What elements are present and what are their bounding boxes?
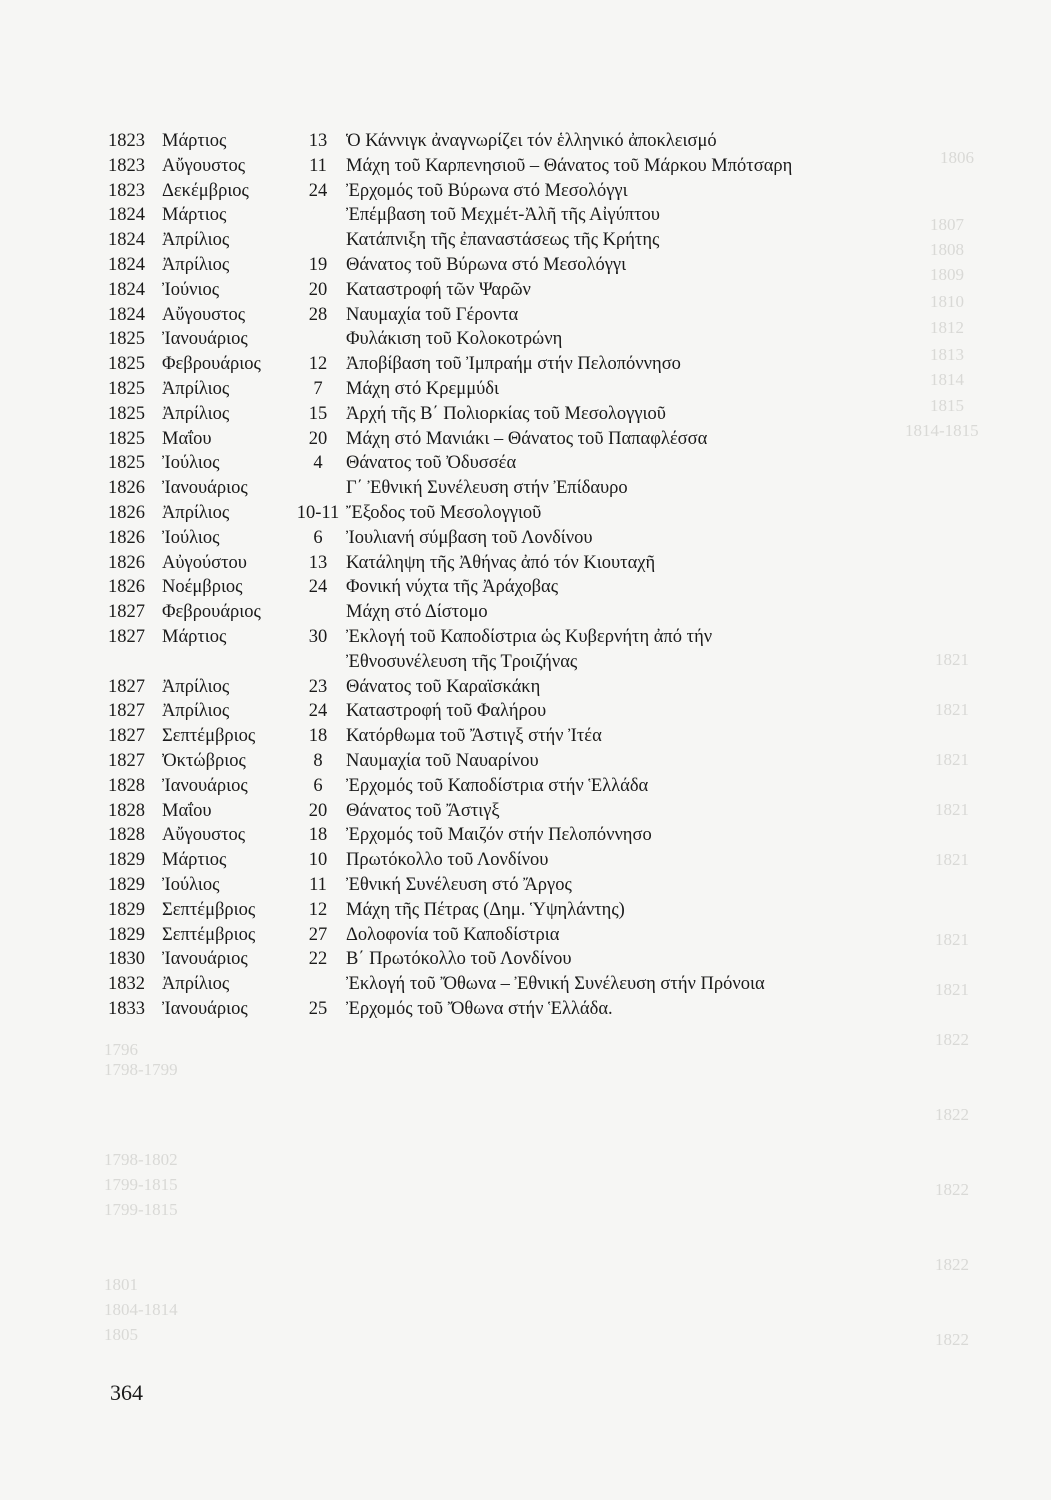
event-cell: Κατάπνιξη τῆς ἐπαναστάσεως τῆς Κρήτης	[346, 230, 660, 251]
event-cell: Μάχη στό Δίστομο	[346, 602, 488, 623]
year-cell: 1826	[108, 527, 145, 548]
event-cell: Ἔξοδος τοῦ Μεσολογγιοῦ	[346, 502, 542, 523]
bleed-through-text: 1813	[930, 345, 964, 364]
year-cell: 1826	[108, 502, 145, 523]
table-row	[108, 179, 1008, 204]
year-cell: 1823	[108, 180, 145, 201]
day-cell: 6	[313, 775, 323, 796]
year-cell: 1826	[108, 577, 145, 598]
year-cell: 1826	[108, 552, 145, 573]
event-cell: Ἐπέμβαση τοῦ Μεχμέτ-Ἀλῆ τῆς Αἰγύπτου	[346, 205, 660, 226]
month-cell: Ἰανουάριος	[162, 998, 248, 1019]
table-row	[108, 551, 1008, 576]
bleed-through-text: 1814	[930, 370, 964, 389]
year-cell: 1829	[108, 874, 145, 895]
day-cell: 12	[308, 354, 328, 375]
page-number: 364	[110, 1380, 143, 1405]
day-cell: 11	[309, 155, 327, 176]
month-cell: Αὔγουστος	[162, 155, 246, 176]
event-cell: Ἐθνική Συνέλευση στό Ἄργος	[346, 874, 572, 895]
table-row	[108, 823, 1008, 848]
day-cell: 22	[308, 949, 328, 970]
bleed-through-text: 1798-1802	[104, 1150, 178, 1169]
table-row	[108, 253, 1008, 278]
table-row	[108, 352, 1008, 377]
event-cell: Θάνατος τοῦ Βύρωνα στό Μεσολόγγι	[346, 254, 627, 275]
event-cell: Καταστροφή τοῦ Φαλήρου	[346, 701, 547, 722]
month-cell: Αὔγουστος	[162, 304, 246, 325]
year-cell: 1827	[108, 750, 145, 771]
year-cell: 1828	[108, 825, 145, 846]
table-row	[108, 600, 1008, 625]
bleed-through-text: 1798-1799	[104, 1060, 178, 1079]
month-cell: Ἀπρίλιος	[162, 676, 230, 697]
month-cell: Ἀπρίλιος	[162, 403, 230, 424]
month-cell: Ἰούλιος	[162, 527, 220, 548]
bleed-through-text: 1822	[935, 1105, 969, 1124]
year-cell: 1827	[108, 701, 145, 722]
day-cell: 20	[308, 800, 328, 821]
event-cell: Ἰουλιανή σύμβαση τοῦ Λονδίνου	[346, 527, 593, 548]
year-cell: 1829	[108, 850, 145, 871]
table-row	[108, 203, 1008, 228]
month-cell: Ἰανουάριος	[162, 949, 248, 970]
table-row	[108, 873, 1008, 898]
month-cell: Ἰούλιος	[162, 453, 220, 474]
event-cell: Φυλάκιση τοῦ Κολοκοτρώνη	[346, 329, 563, 350]
month-cell: Ἀπρίλιος	[162, 230, 230, 251]
year-cell: 1828	[108, 775, 145, 796]
day-cell: 6	[313, 527, 323, 548]
day-cell: 13	[308, 131, 328, 151]
bleed-through-text: 1807	[930, 215, 964, 234]
year-cell: 1826	[108, 478, 145, 499]
event-cell: Μάχη τῆς Πέτρας (Δημ. Ὑψηλάντης)	[346, 899, 625, 920]
table-row	[108, 972, 1008, 997]
year-cell: 1827	[108, 726, 145, 747]
month-cell: Μάρτιος	[162, 205, 227, 226]
event-cell: Μάχη τοῦ Καρπενησιοῦ – Θάνατος τοῦ Μάρκου Μπότσαρη	[346, 155, 793, 176]
year-cell: 1825	[108, 329, 145, 350]
year-cell: 1829	[108, 899, 145, 920]
month-cell: Μαΐου	[162, 428, 212, 449]
month-cell: Ἀπρίλιος	[162, 974, 230, 995]
month-cell: Ὀκτώβριος	[162, 750, 246, 771]
event-cell: Ἀρχή τῆς Β΄ Πολιορκίας τοῦ Μεσολογγιοῦ	[346, 403, 666, 424]
table-row	[108, 303, 1008, 328]
event-cell: Φονική νύχτα τῆς Ἀράχοβας	[346, 577, 559, 598]
month-cell: Ἰούνιος	[162, 279, 220, 300]
year-cell: 1824	[108, 230, 145, 251]
day-cell: 12	[308, 899, 328, 920]
year-cell: 1830	[108, 949, 145, 970]
table-row	[108, 898, 1008, 923]
bleed-through-text: 1821	[935, 850, 969, 869]
table-row	[108, 278, 1008, 303]
chronology-table	[108, 129, 1008, 1022]
event-cell: Ἐρχομός τοῦ Βύρωνα στό Μεσολόγγι	[346, 180, 628, 201]
year-cell: 1827	[108, 626, 145, 647]
year-cell: 1824	[108, 254, 145, 275]
bleed-through-text: 1821	[935, 650, 969, 669]
year-cell: 1825	[108, 453, 145, 474]
bleed-through-text: 1822	[935, 1180, 969, 1199]
bleed-through-text: 1806	[940, 148, 974, 167]
month-cell: Μάρτιος	[162, 131, 227, 151]
year-cell: 1823	[108, 131, 145, 151]
table-row	[108, 501, 1008, 526]
year-cell: 1825	[108, 428, 145, 449]
month-cell: Ἀπρίλιος	[162, 502, 230, 523]
table-row	[108, 526, 1008, 551]
table-row	[108, 327, 1008, 352]
year-cell: 1832	[108, 974, 145, 995]
day-cell: 30	[308, 626, 328, 647]
day-cell: 24	[308, 180, 328, 201]
table-row	[108, 129, 1008, 154]
bleed-through-text: 1799-1815	[104, 1200, 178, 1219]
year-cell: 1824	[108, 205, 145, 226]
table-row	[108, 774, 1008, 799]
table-row	[108, 724, 1008, 749]
month-cell: Ἀπρίλιος	[162, 378, 230, 399]
bleed-through-text: 1812	[930, 318, 964, 337]
table-row	[108, 848, 1008, 873]
day-cell: 10	[308, 850, 328, 871]
bleed-through-text: 1821	[935, 980, 969, 999]
day-cell: 28	[308, 304, 328, 325]
event-cell: Πρωτόκολλο τοῦ Λονδίνου	[346, 850, 549, 871]
bleed-through-text: 1808	[930, 240, 964, 259]
month-cell: Δεκέμβριος	[162, 180, 249, 201]
day-cell: 25	[308, 998, 328, 1019]
year-cell: 1824	[108, 279, 145, 300]
event-cell: Θάνατος τοῦ Ὀδυσσέα	[346, 453, 517, 474]
event-cell: Θάνατος τοῦ Ἄστιγξ	[346, 800, 500, 821]
month-cell: Ἀπρίλιος	[162, 701, 230, 722]
bleed-through-text: 1804-1814	[104, 1300, 178, 1319]
month-cell: Μάρτιος	[162, 850, 227, 871]
bleed-through-text: 1801	[104, 1275, 138, 1294]
table-row	[108, 377, 1008, 402]
day-cell: 27	[308, 924, 328, 945]
month-cell: Ἰανουάριος	[162, 775, 248, 796]
year-cell: 1825	[108, 378, 145, 399]
year-cell: 1823	[108, 155, 145, 176]
event-cell: Β΄ Πρωτόκολλο τοῦ Λονδίνου	[346, 949, 572, 970]
day-cell: 24	[308, 701, 328, 722]
event-cell: Καταστροφή τῶν Ψαρῶν	[346, 279, 531, 300]
event-cell: Ἐκλογή τοῦ Ὄθωνα – Ἐθνική Συνέλευση στήν Πρόνοια	[346, 974, 765, 995]
year-cell: 1833	[108, 998, 145, 1019]
event-cell: Κατόρθωμα τοῦ Ἄστιγξ στήν Ἰτέα	[346, 726, 602, 747]
month-cell: Φεβρουάριος	[162, 602, 261, 623]
event-cell: Ναυμαχία τοῦ Ναυαρίνου	[346, 750, 539, 771]
event-cell: Γ΄ Ἐθνική Συνέλευση στήν Ἐπίδαυρο	[346, 478, 628, 499]
month-cell: Μαΐου	[162, 800, 212, 821]
table-row	[108, 799, 1008, 824]
month-cell: Ἰανουάριος	[162, 329, 248, 350]
bleed-through-text: 1805	[104, 1325, 138, 1344]
event-cell: Ἐρχομός τοῦ Καποδίστρια στήν Ἑλλάδα	[346, 775, 649, 796]
event-cell: Ἐρχομός τοῦ Ὄθωνα στήν Ἑλλάδα.	[346, 998, 613, 1019]
bleed-through-text: 1810	[930, 292, 964, 311]
table-row	[108, 154, 1008, 179]
table-row	[108, 923, 1008, 948]
month-cell: Σεπτέμβριος	[162, 924, 256, 945]
event-cell: Ὁ Κάννιγκ ἀναγνωρίζει τόν ἑλληνικό ἀποκλεισμό	[346, 131, 717, 151]
bleed-through-text: 1822	[935, 1255, 969, 1274]
month-cell: Σεπτέμβριος	[162, 899, 256, 920]
day-cell: 24	[308, 577, 328, 598]
year-cell: 1825	[108, 354, 145, 375]
event-cell: Θάνατος τοῦ Καραϊσκάκη	[346, 676, 541, 697]
year-cell: 1828	[108, 800, 145, 821]
table-row	[108, 947, 1008, 972]
table-row	[108, 402, 1008, 427]
event-text-line2: Ἐθνοσυνέλευση τῆς Τροιζήνας	[346, 651, 578, 672]
table-row	[108, 625, 1008, 675]
bleed-through-text: 1799-1815	[104, 1175, 178, 1194]
day-cell: 18	[308, 726, 328, 747]
event-cell: Ναυμαχία τοῦ Γέροντα	[346, 304, 519, 325]
year-cell: 1827	[108, 676, 145, 697]
day-cell: 15	[308, 403, 328, 424]
bleed-through-text: 1821	[935, 930, 969, 949]
year-cell: 1829	[108, 924, 145, 945]
year-cell: 1827	[108, 602, 145, 623]
table-row	[108, 749, 1008, 774]
bleed-through-text: 1821	[935, 700, 969, 719]
month-cell: Ἰανουάριος	[162, 478, 248, 499]
event-cell: Μάχη στό Μανιάκι – Θάνατος τοῦ Παπαφλέσσα	[346, 428, 708, 449]
table-row	[108, 427, 1008, 452]
month-cell: Σεπτέμβριος	[162, 726, 256, 747]
year-cell: 1824	[108, 304, 145, 325]
month-cell: Νοέμβριος	[162, 577, 243, 598]
event-cell: Μάχη στό Κρεμμύδι	[346, 378, 499, 399]
month-cell: Φεβρουάριος	[162, 354, 261, 375]
month-cell: Μάρτιος	[162, 626, 227, 647]
bleed-through-text: 1822	[935, 1330, 969, 1349]
day-cell: 20	[308, 279, 328, 300]
table-row	[108, 451, 1008, 476]
table-row	[108, 699, 1008, 724]
bleed-through-text: 1814-1815	[905, 421, 979, 440]
table-row	[108, 575, 1008, 600]
day-cell: 7	[313, 378, 323, 399]
day-cell: 10-11	[296, 502, 340, 523]
day-cell: 8	[313, 750, 323, 771]
month-cell: Ἀπρίλιος	[162, 254, 230, 275]
month-cell: Ἰούλιος	[162, 874, 220, 895]
bleed-through-text: 1821	[935, 800, 969, 819]
table-row	[108, 675, 1008, 700]
table-row	[108, 997, 1008, 1022]
bleed-through-text: 1815	[930, 396, 964, 415]
year-cell: 1825	[108, 403, 145, 424]
event-text-line1: Ἐκλογή τοῦ Καποδίστρια ὡς Κυβερνήτη ἀπό τήν	[346, 626, 713, 647]
month-cell: Αὐγούστου	[162, 552, 247, 573]
month-cell: Αὔγουστος	[162, 825, 246, 846]
table-row	[108, 476, 1008, 501]
bleed-through-text: 1796	[104, 1040, 138, 1059]
event-cell: Δολοφονία τοῦ Καποδίστρια	[346, 924, 560, 945]
day-cell: 20	[308, 428, 328, 449]
table-row	[108, 228, 1008, 253]
day-cell: 11	[309, 874, 327, 895]
event-cell	[346, 625, 966, 675]
day-cell: 23	[308, 676, 328, 697]
event-cell: Ἐρχομός τοῦ Μαιζόν στήν Πελοπόννησο	[346, 825, 652, 846]
bleed-through-text: 1821	[935, 750, 969, 769]
event-cell: Κατάληψη τῆς Ἀθήνας ἀπό τόν Κιουταχῆ	[346, 552, 656, 573]
day-cell: 13	[308, 552, 328, 573]
day-cell: 4	[313, 453, 323, 474]
bleed-through-text: 1822	[935, 1030, 969, 1049]
event-cell: Ἀποβίβαση τοῦ Ἰμπραήμ στήν Πελοπόννησο	[346, 354, 681, 375]
day-cell: 19	[308, 254, 328, 275]
bleed-through-text: 1809	[930, 265, 964, 284]
day-cell: 18	[308, 825, 328, 846]
